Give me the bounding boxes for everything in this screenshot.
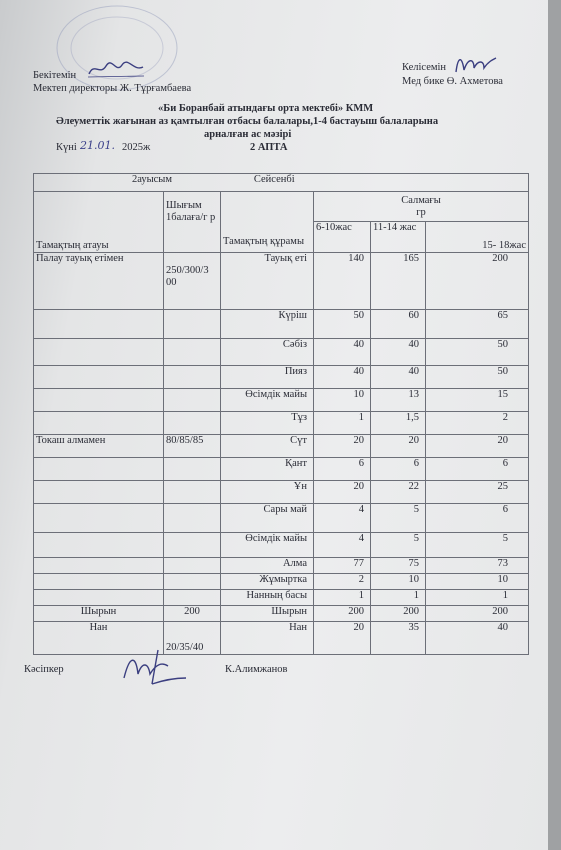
dish-cell <box>34 558 164 574</box>
date-handwritten: 21.01. <box>80 139 115 152</box>
ingredient-cell: Сәбіз <box>221 339 314 366</box>
agree-person: Мед бике Ө. Ахметова <box>402 76 503 87</box>
table-row <box>34 253 529 310</box>
day-label: Сейсенбі <box>253 174 295 185</box>
director-signature <box>86 58 146 80</box>
value-15-18-cell: 200 <box>426 606 529 622</box>
value-11-14-cell: 13 <box>371 389 426 412</box>
value-15-18-cell: 10 <box>426 574 529 590</box>
dish-cell <box>34 339 164 366</box>
dish-cell <box>34 590 164 606</box>
dish-cell <box>34 458 164 481</box>
dish-cell: Палау тауық етімен <box>34 253 164 310</box>
ingredient-cell: Тауық еті <box>221 253 314 310</box>
table-row <box>34 339 529 366</box>
value-6-10-cell: 40 <box>314 366 371 389</box>
ingredient-cell: Сары май <box>221 504 314 533</box>
dish-cell: Шырын <box>34 606 164 622</box>
yield-cell <box>164 412 221 435</box>
dish-cell <box>34 310 164 339</box>
dish-cell <box>34 533 164 558</box>
value-15-18-cell: 20 <box>426 435 529 458</box>
value-11-14-cell: 20 <box>371 435 426 458</box>
dish-cell <box>34 481 164 504</box>
value-6-10-cell: 50 <box>314 310 371 339</box>
ingredient-cell: Тұз <box>221 412 314 435</box>
dish-cell <box>34 504 164 533</box>
table-row <box>34 412 529 435</box>
yield-cell <box>164 366 221 389</box>
agree-label: Келісемін <box>402 62 447 73</box>
value-15-18-cell: 50 <box>426 339 529 366</box>
value-15-18-cell: 2 <box>426 412 529 435</box>
yield-cell <box>164 558 221 574</box>
value-15-18-cell: 25 <box>426 481 529 504</box>
ingredient-cell: Нанның басы <box>221 590 314 606</box>
col-composition-header: Тамақтың құрамы <box>221 192 314 253</box>
value-11-14-cell: 1,5 <box>371 412 426 435</box>
value-15-18-cell: 73 <box>426 558 529 574</box>
ingredient-cell: Жұмыртка <box>221 574 314 590</box>
dish-cell <box>34 574 164 590</box>
yield-cell <box>164 339 221 366</box>
yield-cell <box>164 590 221 606</box>
table-row <box>34 366 529 389</box>
value-15-18-cell: 6 <box>426 458 529 481</box>
value-6-10-cell: 10 <box>314 389 371 412</box>
yield-cell <box>164 389 221 412</box>
menu-table <box>33 173 529 655</box>
value-11-14-cell: 22 <box>371 481 426 504</box>
weight-unit: гр <box>416 207 426 218</box>
value-6-10-cell: 6 <box>314 458 371 481</box>
yield-cell: 200 <box>164 606 221 622</box>
entrepreneur-label: Кәсіпкер <box>24 664 64 675</box>
value-15-18-cell: 40 <box>426 622 529 655</box>
table-row <box>34 533 529 558</box>
dish-cell: Нан <box>34 622 164 655</box>
value-6-10-cell: 4 <box>314 504 371 533</box>
entrepreneur-name: К.Алимжанов <box>225 664 288 675</box>
value-11-14-cell: 6 <box>371 458 426 481</box>
ingredient-cell: Өсімдік майы <box>221 533 314 558</box>
value-15-18-cell: 1 <box>426 590 529 606</box>
yield-cell <box>164 574 221 590</box>
value-11-14-cell: 1 <box>371 590 426 606</box>
date-prefix: Күні <box>56 142 77 153</box>
yield-cell: 250/300/3 00 <box>164 253 221 310</box>
table-row <box>34 458 529 481</box>
value-15-18-cell: 200 <box>426 253 529 310</box>
value-15-18-cell: 50 <box>426 366 529 389</box>
value-11-14-cell: 75 <box>371 558 426 574</box>
age-6-10-header: 6-10жас <box>314 222 371 253</box>
page-edge <box>548 0 561 850</box>
weight-label: Салмағы <box>401 195 441 206</box>
value-11-14-cell: 165 <box>371 253 426 310</box>
value-6-10-cell: 20 <box>314 435 371 458</box>
yield-cell <box>164 533 221 558</box>
entrepreneur-signature <box>118 644 190 688</box>
table-row <box>34 574 529 590</box>
ingredient-cell: Пияз <box>221 366 314 389</box>
value-15-18-cell: 15 <box>426 389 529 412</box>
value-11-14-cell: 5 <box>371 533 426 558</box>
value-6-10-cell: 40 <box>314 339 371 366</box>
value-6-10-cell: 20 <box>314 622 371 655</box>
dish-cell <box>34 389 164 412</box>
table-row <box>34 310 529 339</box>
table-row <box>34 389 529 412</box>
value-11-14-cell: 10 <box>371 574 426 590</box>
dish-cell <box>34 412 164 435</box>
value-11-14-cell: 40 <box>371 339 426 366</box>
school-name: «Би Боранбай атындағы орта мектебі» КММ <box>158 103 374 114</box>
table-row <box>34 622 529 655</box>
ingredient-cell: Ұн <box>221 481 314 504</box>
value-6-10-cell: 4 <box>314 533 371 558</box>
table-row <box>34 606 529 622</box>
value-11-14-cell: 40 <box>371 366 426 389</box>
dish-cell <box>34 366 164 389</box>
value-6-10-cell: 1 <box>314 412 371 435</box>
table-shift-row <box>34 174 529 192</box>
value-15-18-cell: 5 <box>426 533 529 558</box>
yield-cell <box>164 504 221 533</box>
table-row <box>34 435 529 458</box>
ingredient-cell: Күріш <box>221 310 314 339</box>
ingredient-cell: Шырын <box>221 606 314 622</box>
menu-title-line2: арналған ас мәзірі <box>204 129 292 140</box>
age-11-14-header: 11-14 жас <box>371 222 426 253</box>
dish-cell: Токаш алмамен <box>34 435 164 458</box>
col-yield-header: Шығым 1балаға/г р <box>164 192 221 253</box>
yield-cell: 20/35/40 <box>164 622 221 655</box>
value-6-10-cell: 2 <box>314 574 371 590</box>
value-15-18-cell: 6 <box>426 504 529 533</box>
ingredient-cell: Сүт <box>221 435 314 458</box>
approve-label: Бекітемін <box>33 70 77 81</box>
value-6-10-cell: 140 <box>314 253 371 310</box>
yield-cell: 80/85/85 <box>164 435 221 458</box>
yield-cell <box>164 458 221 481</box>
value-11-14-cell: 60 <box>371 310 426 339</box>
menu-title-line1: Әлеуметтік жағынан аз қамтылған отбасы балалары,1-4 бастауыш балаларына <box>56 116 439 127</box>
yield-cell <box>164 481 221 504</box>
table-row <box>34 590 529 606</box>
value-6-10-cell: 77 <box>314 558 371 574</box>
value-11-14-cell: 200 <box>371 606 426 622</box>
value-6-10-cell: 20 <box>314 481 371 504</box>
value-15-18-cell: 65 <box>426 310 529 339</box>
ingredient-cell: Қант <box>221 458 314 481</box>
yield-cell <box>164 310 221 339</box>
table-row <box>34 558 529 574</box>
table-row <box>34 481 529 504</box>
col-dish-header: Тамақтың атауы <box>34 192 164 253</box>
shift-label: 2ауысым <box>131 174 172 185</box>
value-11-14-cell: 5 <box>371 504 426 533</box>
ingredient-cell: Нан <box>221 622 314 655</box>
col-weight-header <box>314 192 529 222</box>
value-6-10-cell: 200 <box>314 606 371 622</box>
table-header-row <box>34 192 529 222</box>
ingredient-cell: Өсімдік майы <box>221 389 314 412</box>
week-label: 2 АПТА <box>250 142 288 153</box>
table-row <box>34 504 529 533</box>
age-15-18-header: 15- 18жас <box>426 222 529 253</box>
date-suffix: 2025ж <box>122 142 151 153</box>
value-11-14-cell: 35 <box>371 622 426 655</box>
approve-person: Мектеп директоры Ж. Тұрғамбаева <box>33 83 192 94</box>
nurse-signature <box>452 52 498 76</box>
value-6-10-cell: 1 <box>314 590 371 606</box>
ingredient-cell: Алма <box>221 558 314 574</box>
